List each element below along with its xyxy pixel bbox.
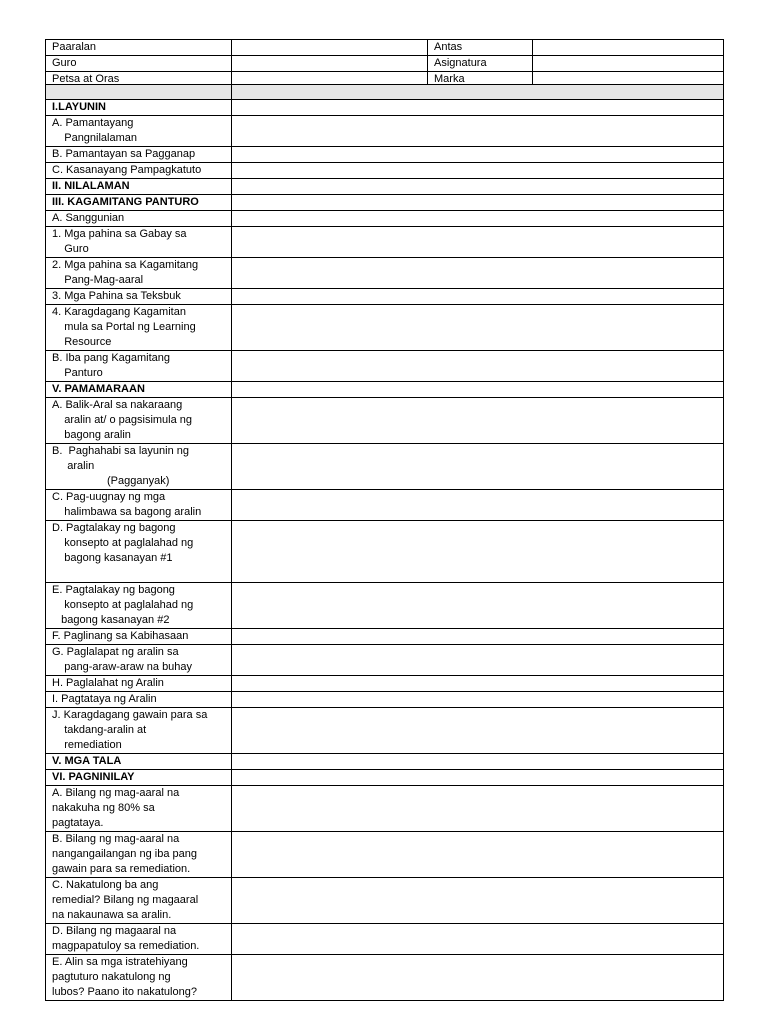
section-entry-field[interactable] [232, 924, 724, 955]
section-row [46, 770, 724, 786]
section-row [46, 211, 724, 227]
header-row [46, 40, 724, 56]
section-row [46, 382, 724, 398]
section-entry-field[interactable] [232, 382, 724, 398]
section-label: H. Paglalahat ng Aralin [46, 676, 232, 692]
section-row [46, 754, 724, 770]
section-row [46, 583, 724, 629]
section-entry-field[interactable] [232, 305, 724, 351]
header-row [46, 56, 724, 72]
section-row [46, 676, 724, 692]
section-row [46, 645, 724, 676]
section-label: V. MGA TALA [46, 754, 232, 770]
header-label: Marka [428, 72, 533, 88]
section-label: A. Balik-Aral sa nakaraang aralin at/ o pagsisimula ng bagong aralin [46, 398, 232, 444]
section-label: 4. Karagdagang Kagamitan mula sa Portal ng Learning Resource [46, 305, 232, 351]
section-entry-field[interactable] [232, 444, 724, 490]
section-entry-field[interactable] [232, 629, 724, 645]
section-row [46, 832, 724, 878]
section-entry-field[interactable] [232, 692, 724, 708]
section-row [46, 924, 724, 955]
section-label: J. Karagdagang gawain para sa takdang-aralin at remediation [46, 708, 232, 754]
section-entry-field[interactable] [232, 645, 724, 676]
header-value-field[interactable] [232, 56, 428, 72]
section-row [46, 521, 724, 583]
section-row [46, 629, 724, 645]
section-row [46, 289, 724, 305]
section-entry-field[interactable] [232, 955, 724, 1001]
section-row [46, 708, 724, 754]
section-entry-field[interactable] [232, 289, 724, 305]
section-entry-field[interactable] [232, 398, 724, 444]
spacer-row [46, 85, 724, 100]
section-label: A. Bilang ng mag-aaral na nakakuha ng 80% sa pagtataya. [46, 786, 232, 832]
section-row [46, 444, 724, 490]
section-label: B. Iba pang Kagamitang Panturo [46, 351, 232, 382]
section-label: 3. Mga Pahina sa Teksbuk [46, 289, 232, 305]
header-value-field[interactable] [533, 40, 724, 56]
section-label: G. Paglalapat ng aralin sa pang-araw-araw na buhay [46, 645, 232, 676]
section-entry-field[interactable] [232, 147, 724, 163]
section-entry-field[interactable] [232, 583, 724, 629]
section-label: 2. Mga pahina sa Kagamitang Pang-Mag-aaral [46, 258, 232, 289]
section-label: E. Pagtalakay ng bagong konsepto at paglalahad ng bagong kasanayan #2 [46, 583, 232, 629]
section-entry-field[interactable] [232, 195, 724, 211]
header-label: Paaralan [46, 40, 232, 56]
header-label: Antas [428, 40, 533, 56]
section-entry-field[interactable] [232, 786, 724, 832]
section-entry-field[interactable] [232, 100, 724, 116]
section-label: VI. PAGNINILAY [46, 770, 232, 786]
section-row [46, 305, 724, 351]
spacer-cell-left [46, 85, 232, 100]
section-entry-field[interactable] [232, 878, 724, 924]
section-row [46, 147, 724, 163]
section-label: F. Paglinang sa Kabihasaan [46, 629, 232, 645]
section-row [46, 878, 724, 924]
header-label: Guro [46, 56, 232, 72]
section-entry-field[interactable] [232, 708, 724, 754]
section-label: V. PAMAMARAAN [46, 382, 232, 398]
section-label: C. Pag-uugnay ng mga halimbawa sa bagong aralin [46, 490, 232, 521]
section-entry-field[interactable] [232, 258, 724, 289]
section-label: III. KAGAMITANG PANTURO [46, 195, 232, 211]
header-label: Asignatura [428, 56, 533, 72]
section-entry-field[interactable] [232, 116, 724, 147]
section-row [46, 398, 724, 444]
header-value-field[interactable] [232, 40, 428, 56]
header-table [45, 39, 724, 88]
section-entry-field[interactable] [232, 770, 724, 786]
section-entry-field[interactable] [232, 179, 724, 195]
section-label: C. Nakatulong ba ang remedial? Bilang ng magaaral na nakaunawa sa aralin. [46, 878, 232, 924]
lesson-plan-table [45, 84, 724, 1001]
section-entry-field[interactable] [232, 163, 724, 179]
section-row [46, 100, 724, 116]
section-label: I. Pagtataya ng Aralin [46, 692, 232, 708]
section-label: D. Pagtalakay ng bagong konsepto at paglalahad ng bagong kasanayan #1 [46, 521, 232, 583]
section-label: A. Pamantayang Pangnilalaman [46, 116, 232, 147]
section-label: C. Kasanayang Pampagkatuto [46, 163, 232, 179]
section-entry-field[interactable] [232, 211, 724, 227]
section-entry-field[interactable] [232, 754, 724, 770]
section-entry-field[interactable] [232, 490, 724, 521]
section-label: I.LAYUNIN [46, 100, 232, 116]
section-label: D. Bilang ng magaaral na magpapatuloy sa remediation. [46, 924, 232, 955]
section-label: B. Paghahabi sa layunin ng aralin (Pagganyak) [46, 444, 232, 490]
section-row [46, 116, 724, 147]
section-row [46, 351, 724, 382]
section-row [46, 692, 724, 708]
section-entry-field[interactable] [232, 676, 724, 692]
section-row [46, 490, 724, 521]
header-label: Petsa at Oras [46, 72, 232, 88]
section-entry-field[interactable] [232, 227, 724, 258]
section-row [46, 227, 724, 258]
section-label: 1. Mga pahina sa Gabay sa Guro [46, 227, 232, 258]
section-row [46, 179, 724, 195]
section-label: E. Alin sa mga istratehiyang pagtuturo nakatulong ng lubos? Paano ito nakatulong? [46, 955, 232, 1001]
section-row [46, 955, 724, 1001]
spacer-cell-right [232, 85, 724, 100]
section-row [46, 786, 724, 832]
section-label: II. NILALAMAN [46, 179, 232, 195]
section-label: B. Bilang ng mag-aaral na nangangailangan ng iba pang gawain para sa remediation. [46, 832, 232, 878]
section-label: A. Sanggunian [46, 211, 232, 227]
section-row [46, 163, 724, 179]
header-value-field[interactable] [533, 56, 724, 72]
section-entry-field[interactable] [232, 521, 724, 583]
section-row [46, 258, 724, 289]
section-row [46, 195, 724, 211]
section-label: B. Pamantayan sa Pagganap [46, 147, 232, 163]
section-entry-field[interactable] [232, 832, 724, 878]
section-entry-field[interactable] [232, 351, 724, 382]
